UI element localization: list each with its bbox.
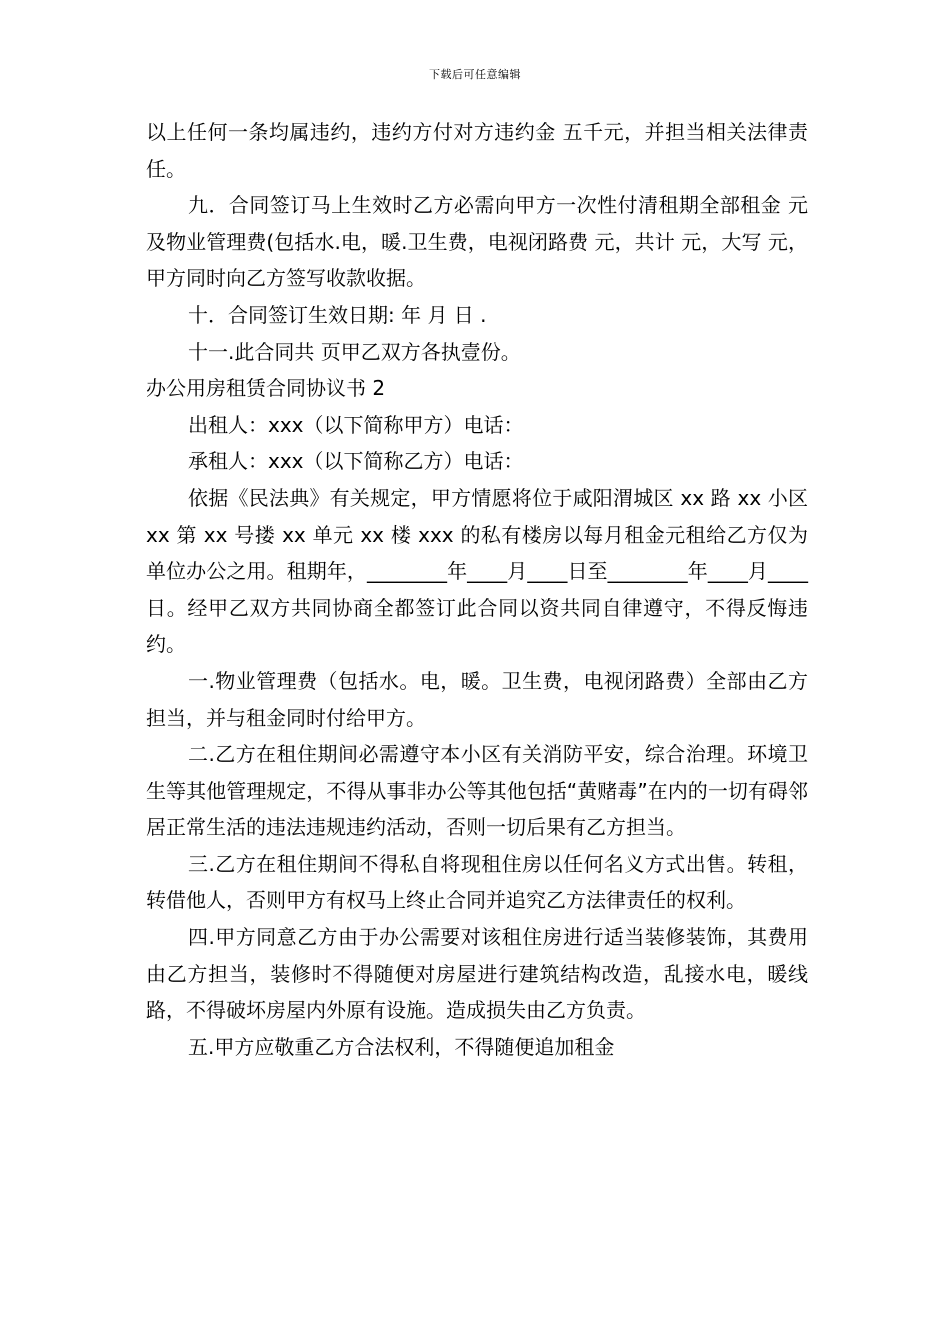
paragraph-clause-2: 二.乙方在租住期间必需遵守本小区有关消防平安，综合治理。环境卫生等其他管理规定，不得从事非办公等其他包括“黄赌毒”在内的一切有碍邻居正常生活的违法违规违约活动，否则一切后果有乙方担当。	[146, 742, 808, 840]
page-header: 下载后可任意编辑	[429, 68, 521, 81]
paragraph-clause-11: 十一.此合同共 页甲乙双方各执壹份。	[188, 339, 521, 364]
paragraph-lessee: 承租人：xxx（以下简称乙方）电话：	[188, 449, 524, 474]
document-body	[146, 114, 808, 1065]
paragraph-clause-1: 一.物业管理费（包括水。电，暖。卫生费，电视闭路费）全部由乙方担当，并与租金同时付给甲方。	[146, 668, 808, 730]
paragraph-clause-10: 十．合同签订生效日期: 年 月 日 .	[188, 302, 487, 327]
paragraph-clause-9: 九．合同签订马上生效时乙方必需向甲方一次性付清租期全部租金 元及物业管理费(包括水.电，暖.卫生费，电视闭路费 元，共计 元，大写 元，甲方同时向乙方签写收款收据。	[146, 193, 808, 291]
section-title: 办公用房租赁合同协议书 2	[146, 376, 386, 401]
paragraph-basis: 依据《民法典》有关规定，甲方情愿将位于咸阳渭城区 xx 路 xx 小区 xx 第 xx 号搂 xx 单元 xx 楼 xxx 的私有楼房以每月租金元租给乙方仅为单位办公之用。租期年，________年____月____日至________年____月____日。经甲乙双方共同协商全都签订此合同以资共同自律遵守，不得反悔违约。	[146, 485, 808, 657]
paragraph-clause-4: 四.甲方同意乙方由于办公需要对该租住房进行适当装修装饰，其费用由乙方担当，装修时不得随便对房屋进行建筑结构改造，乱接水电，暖线路，不得破坏房屋内外原有设施。造成损失由乙方负责。	[146, 925, 808, 1023]
paragraph-lessor: 出租人：xxx（以下简称甲方）电话：	[188, 412, 524, 437]
paragraph-clause-3: 三.乙方在租住期间不得私自将现租住房以任何名义方式出售。转租，转借他人，否则甲方有权马上终止合同并追究乙方法律责任的权利。	[146, 851, 808, 913]
paragraph-clause-5: 五.甲方应敬重乙方合法权利，不得随便追加租金	[188, 1034, 615, 1059]
paragraph-1: 以上任何一条均属违约，违约方付对方违约金 五千元，并担当相关法律责任。	[146, 120, 808, 181]
